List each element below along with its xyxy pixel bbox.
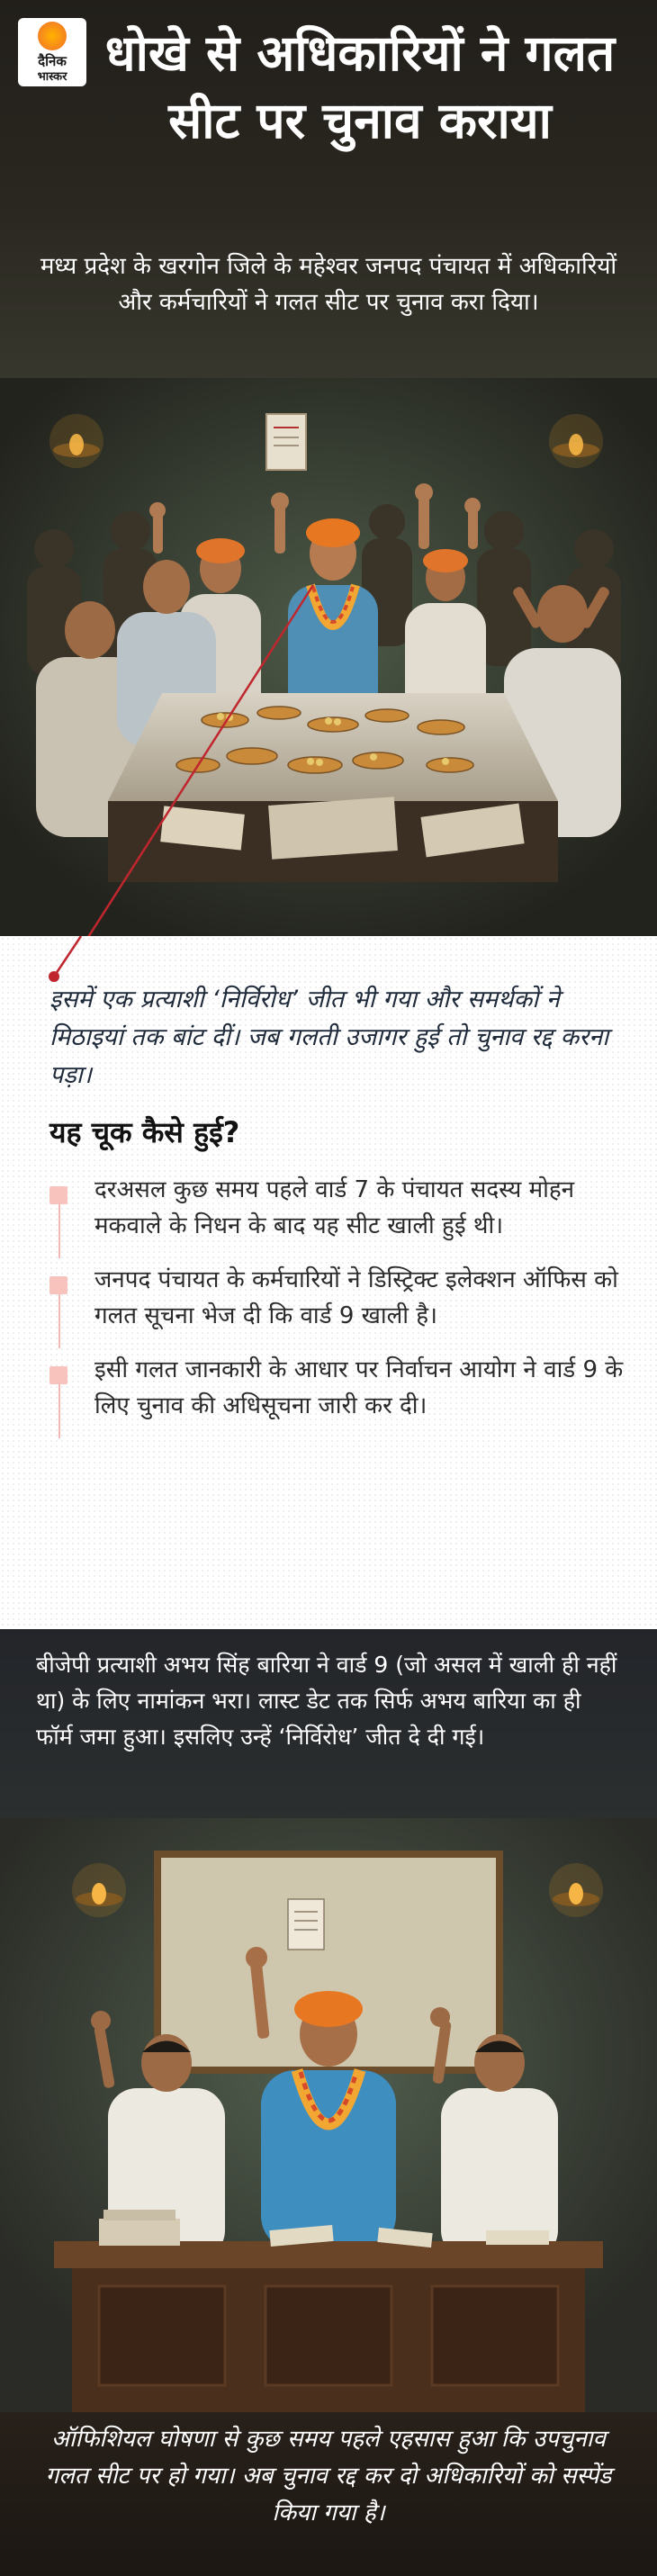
wall-lamp-right-icon bbox=[549, 1863, 603, 1917]
wall-lamp-left-icon bbox=[72, 1863, 126, 1917]
logo-text-line2: भास्कर bbox=[37, 70, 68, 84]
bullet-connector bbox=[58, 1294, 60, 1348]
bullet-text: इसी गलत जानकारी के आधार पर निर्वाचन आयोग ने वार्ड 9 के लिए चुनाव की अधिसूचना जारी कर दी। bbox=[94, 1356, 624, 1419]
lead-paragraph: इसमें एक प्रत्याशी ‘निर्विरोध’ जीत भी गया और समर्थकों ने मिठाइयां तक बांट दीं। जब गलती उजागर हुई तो चुनाव रद्द करना पड़ा। bbox=[50, 986, 609, 1089]
dainik-bhaskar-logo bbox=[18, 18, 86, 86]
bullet-text: जनपद पंचायत के कर्मचारियों ने डिस्ट्रिक्ट इलेक्शन ऑफिस को गलत सूचना भेज दी कि वार्ड 9 खाली है। bbox=[94, 1266, 618, 1329]
table-with-sweets bbox=[108, 693, 558, 882]
list-item bbox=[50, 1262, 626, 1334]
victory-illustration bbox=[0, 1818, 657, 2412]
how-it-happened-heading: यह चूक कैसे हुई? bbox=[50, 1115, 240, 1149]
sun-logo-icon bbox=[38, 22, 67, 50]
outcome-section bbox=[0, 1629, 657, 2576]
list-item bbox=[50, 1172, 626, 1244]
wall-lamp-left-icon bbox=[50, 414, 104, 468]
intro-text: मध्य प्रदेश के खरगोन जिले के महेश्वर जनपद पंचायत में अधिकारियों और कर्मचारियों ने गलत सीट पर चुनाव करा दिया। bbox=[40, 253, 617, 316]
bullet-connector bbox=[58, 1204, 60, 1258]
celebration-illustration bbox=[0, 378, 657, 936]
list-item bbox=[50, 1352, 626, 1424]
conclusion-paragraph: ऑफिशियल घोषणा से कुछ समय पहले एहसास हुआ कि उपचुनाव गलत सीट पर हो गया। अब चुनाव रद्द कर दो अधिकारियों को सस्पेंड किया गया है। bbox=[45, 2426, 612, 2526]
logo-text-line1: दैनिक bbox=[38, 53, 67, 69]
nomination-paragraph: बीजेपी प्रत्याशी अभय सिंह बारिया ने वार्ड 9 (जो असल में खाली ही नहीं था) के लिए नामांकन भरा। लास्ट डेट तक सिर्फ अभय बारिया का ही फॉर्म जमा हुआ। इसलिए उन्हें ‘निर्विरोध’ जीत दे दी गई। bbox=[36, 1652, 617, 1750]
bullet-text: दरअसल कुछ समय पहले वार्ड 7 के पंचायत सदस्य मोहन मकवाले के निधन के बाद यह सीट खाली हुई थी। bbox=[94, 1176, 575, 1239]
header-section bbox=[0, 0, 657, 936]
explanation-section bbox=[0, 936, 657, 1629]
page-title: धोखे से अधिकारियों ने गलत सीट पर चुनाव कराया bbox=[104, 24, 616, 149]
bullet-connector bbox=[58, 1384, 60, 1438]
bullet-list bbox=[50, 1172, 626, 1442]
wooden-desk bbox=[54, 2210, 603, 2412]
wall-lamp-right-icon bbox=[549, 414, 603, 468]
